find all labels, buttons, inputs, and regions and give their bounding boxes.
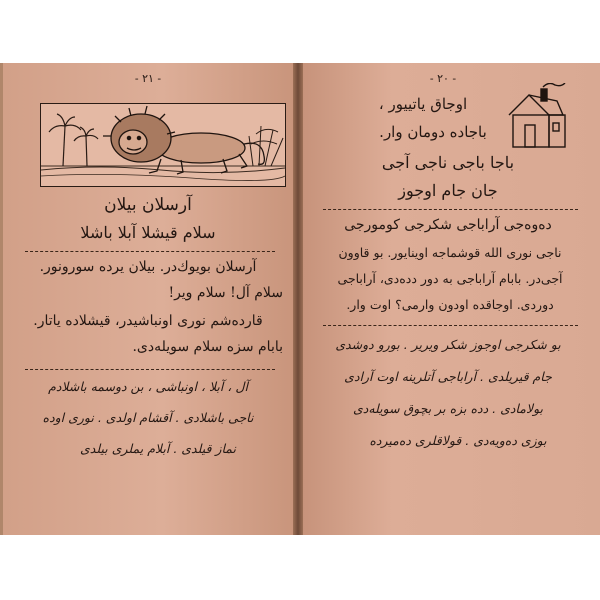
- page-number: - ٢٠ -: [429, 72, 457, 85]
- text-line-1: آرسلان بيلان: [104, 195, 192, 215]
- left-page: [3, 63, 293, 535]
- dashed-rule: [323, 325, 578, 326]
- handwriting-line-1: بو شكرجی اوجوز شكر ويرير . بورو دوشدی: [335, 337, 561, 352]
- text-line-8: دوردی. اوجاقده اودون وارمی؟ اوت وار.: [346, 297, 554, 312]
- dashed-rule: [323, 209, 578, 210]
- handwriting-line-1: آل ، آبلا ، اونباشی ، بن دوسمه باشلادم: [48, 379, 248, 394]
- text-line-2: سلام قيشلا آبلا باشلا: [80, 223, 216, 242]
- handwriting-line-3: نماز قیلدی . آبلام یملری بیلدی: [79, 441, 237, 456]
- handwriting-line-4: بوزی ده‌ويه‌دی . قولاقلری ده‌ميرده: [369, 433, 547, 448]
- text-line-7: آجی‌در. بابام آراباجی به دور دده‌دی، آراباجی: [337, 271, 563, 286]
- lion-illustration: [40, 103, 286, 187]
- text-line-1: اوجاق ياتييور ،: [378, 95, 468, 113]
- handwriting-line-2: ناجی باشلادی . آقشام اولدی . نوری اوده: [42, 410, 254, 425]
- lion-image: [41, 104, 285, 186]
- dashed-rule: [25, 369, 275, 370]
- text-line-4: سلام آل! سلام وير!: [168, 285, 283, 301]
- handwriting-line-3: بولامادی . دده بزه بر بچوق سويله‌دی: [352, 401, 544, 416]
- text-line-5: ده‌وه‌جی آراباجی شكرجی كومورجی: [344, 217, 552, 233]
- text-line-5: قارده‌شم نوری اونباشيدر، قيشلاده ياتار.: [33, 313, 263, 329]
- dashed-rule: [25, 251, 275, 252]
- page-number: - ٢١ -: [134, 72, 162, 85]
- text-line-6: ناجی نوری الله قوشماجه اوينايور. بو قاوون: [338, 245, 562, 260]
- text-line-2: باجاده دومان وار.: [379, 123, 487, 141]
- handwriting-line-2: جام قيريلدی . آراباجی آتلرينه اوت آرادی: [344, 369, 552, 384]
- open-book: [0, 63, 600, 535]
- text-line-3: آرسلان بويوك‌در. بيلان يرده سورونور.: [39, 259, 257, 275]
- text-line-4: جان جام اوجوز: [398, 181, 498, 200]
- text-line-6: بابام سزه سلام سويله‌دی.: [132, 339, 283, 355]
- book-gutter: [293, 63, 303, 535]
- right-page: [303, 63, 600, 535]
- text-line-3: باجا باجی ناجی آجی: [381, 153, 515, 172]
